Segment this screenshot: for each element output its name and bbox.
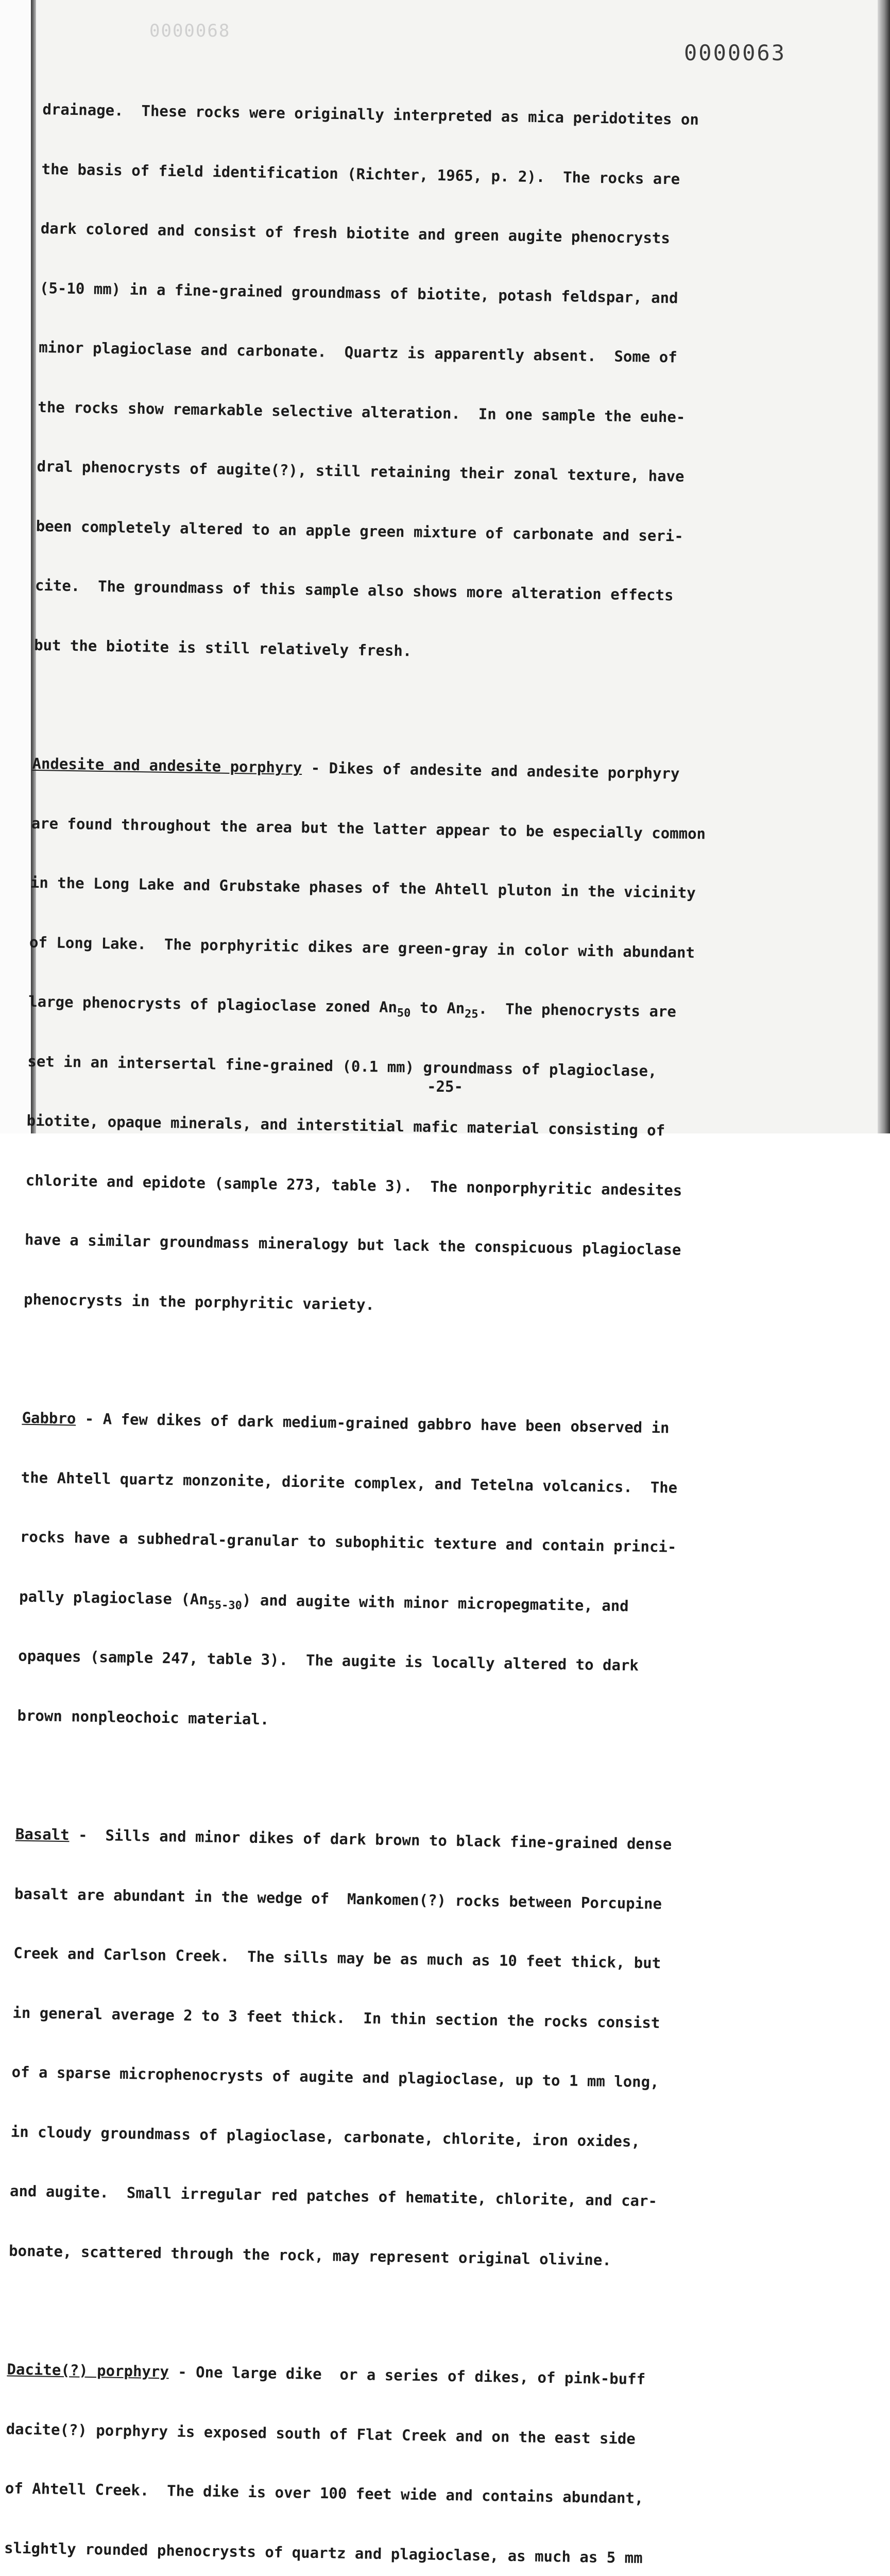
section-heading-gabbro: Gabbro — [22, 1409, 76, 1428]
text-line: are found throughout the area but the latter appear to be especially common — [31, 814, 706, 842]
text-line — [7, 2359, 790, 2391]
page-margin-left — [0, 0, 31, 1133]
text-fragment: . The phenocrysts are — [478, 999, 677, 1021]
section-heading-andesite: Andesite and andesite porphyry — [32, 754, 302, 777]
text-line: dacite(?) porphyry is exposed south of Flat Creek and on the east side — [6, 2419, 636, 2448]
page-right-edge-shadow — [878, 0, 890, 1133]
text-fragment: pally plagioclase (An — [19, 1587, 209, 1608]
text-line: set in an intersertal fine-grained (0.1 mm) groundmass of plagioclase, — [27, 1052, 657, 1080]
text-fragment: - A few dikes of dark medium-grained gabbro have been observed in — [76, 1410, 670, 1437]
text-line: Creek and Carlson Creek. The sills may be as much as 10 feet thick, but — [13, 1944, 661, 1972]
text-line — [28, 992, 811, 1024]
text-line: and augite. Small irregular red patches of hematite, chlorite, and car- — [9, 2182, 658, 2210]
text-line: in cloudy groundmass of plagioclase, carbonate, chlorite, iron oxides, — [10, 2123, 641, 2150]
text-line: the rocks show remarkable selective alteration. In one sample the euhe- — [38, 398, 686, 426]
text-line: the basis of field identification (Richter, 1965, p. 2). The rocks are — [41, 160, 680, 188]
text-fragment: ) and augite with minor micropegmatite, and — [242, 1590, 629, 1615]
text-line: dral phenocrysts of augite(?), still retaining their zonal texture, have — [37, 457, 684, 485]
paragraph-basalt — [8, 1785, 799, 2313]
text-line: of Long Lake. The porphyritic dikes are green-gray in color with abundant — [29, 933, 695, 961]
subscript: 25 — [464, 1008, 478, 1021]
paragraph-mica-peridotite — [33, 60, 826, 707]
paragraph-andesite — [23, 714, 816, 1361]
text-line: (5-10 mm) in a fine-grained groundmass of biotite, potash feldspar, and — [39, 279, 678, 307]
text-line: but the biotite is still relatively fresh. — [33, 636, 412, 659]
text-fragment: - Dikes of andesite and andesite porphyry — [302, 759, 680, 783]
text-line: in general average 2 to 3 feet thick. In thin section the rocks consist — [12, 2004, 660, 2031]
page-number: -25- — [427, 1078, 463, 1095]
text-line: chlorite and epidote (sample 273, table 3). The nonporphyritic andesites — [25, 1171, 682, 1199]
section-heading-dacite: Dacite(?) porphyry — [7, 2360, 169, 2381]
document-number: 0000063 — [684, 40, 786, 65]
text-line: in the Long Lake and Grubstake phases of the Ahtell pluton in the vicinity — [30, 873, 696, 902]
text-fragment: - One large dike or a series of dikes, of pink-buff — [168, 2363, 646, 2388]
subscript: 50 — [397, 1007, 411, 1020]
text-line — [15, 1824, 798, 1856]
text-line: of a sparse microphenocrysts of augite and plagioclase, up to 1 mm long, — [11, 2063, 659, 2091]
text-line: minor plagioclase and carbonate. Quartz is apparently absent. Some of — [38, 338, 677, 366]
paragraph-dacite-porphyry — [1, 2319, 791, 2576]
text-line: been completely altered to an apple green mixture of carbonate and seri- — [36, 517, 683, 545]
text-fragment: large phenocrysts of plagioclase zoned An — [28, 992, 398, 1016]
paragraph-gabbro — [16, 1368, 806, 1777]
faint-bleedthrough-number: 0000068 — [149, 21, 231, 41]
section-heading-basalt: Basalt — [15, 1825, 70, 1844]
text-line — [32, 754, 815, 786]
text-line: phenocrysts in the porphyritic variety. — [23, 1290, 375, 1313]
text-line: of Ahtell Creek. The dike is over 100 feet wide and contains abundant, — [5, 2479, 644, 2507]
text-line: have a similar groundmass mineralogy but lack the conspicuous plagioclase — [24, 1230, 681, 1259]
text-line: cite. The groundmass of this sample also shows more alteration effects — [35, 576, 674, 604]
subscript: 55-30 — [208, 1598, 243, 1612]
text-line: bonate, scattered through the rock, may represent original olivine. — [8, 2241, 612, 2269]
body-text — [0, 60, 826, 2576]
text-line: dark colored and consist of fresh biotite and green augite phenocrysts — [40, 219, 671, 247]
text-line: brown nonpleochoic material. — [17, 1706, 269, 1728]
text-line: opaques (sample 247, table 3). The augite is locally altered to dark — [18, 1647, 639, 1674]
text-line: rocks have a subhedral-granular to subophitic texture and contain princi- — [20, 1528, 677, 1556]
text-fragment: - Sills and minor dikes of dark brown to black fine-grained dense — [69, 1826, 672, 1853]
text-line — [22, 1408, 805, 1440]
text-line: biotite, opaque minerals, and interstitial mafic material consisting of — [26, 1111, 665, 1140]
text-fragment: to An — [410, 998, 465, 1018]
text-line: basalt are abundant in the wedge of Mankomen(?) rocks between Porcupine — [14, 1885, 662, 1912]
text-line — [19, 1586, 802, 1618]
text-line: the Ahtell quartz monzonite, diorite complex, and Tetelna volcanics. The — [21, 1468, 678, 1497]
text-line: drainage. These rocks were originally interpreted as mica peridotites on — [42, 100, 699, 129]
text-line: slightly rounded phenocrysts of quartz and plagioclase, as much as 5 mm — [4, 2538, 643, 2567]
